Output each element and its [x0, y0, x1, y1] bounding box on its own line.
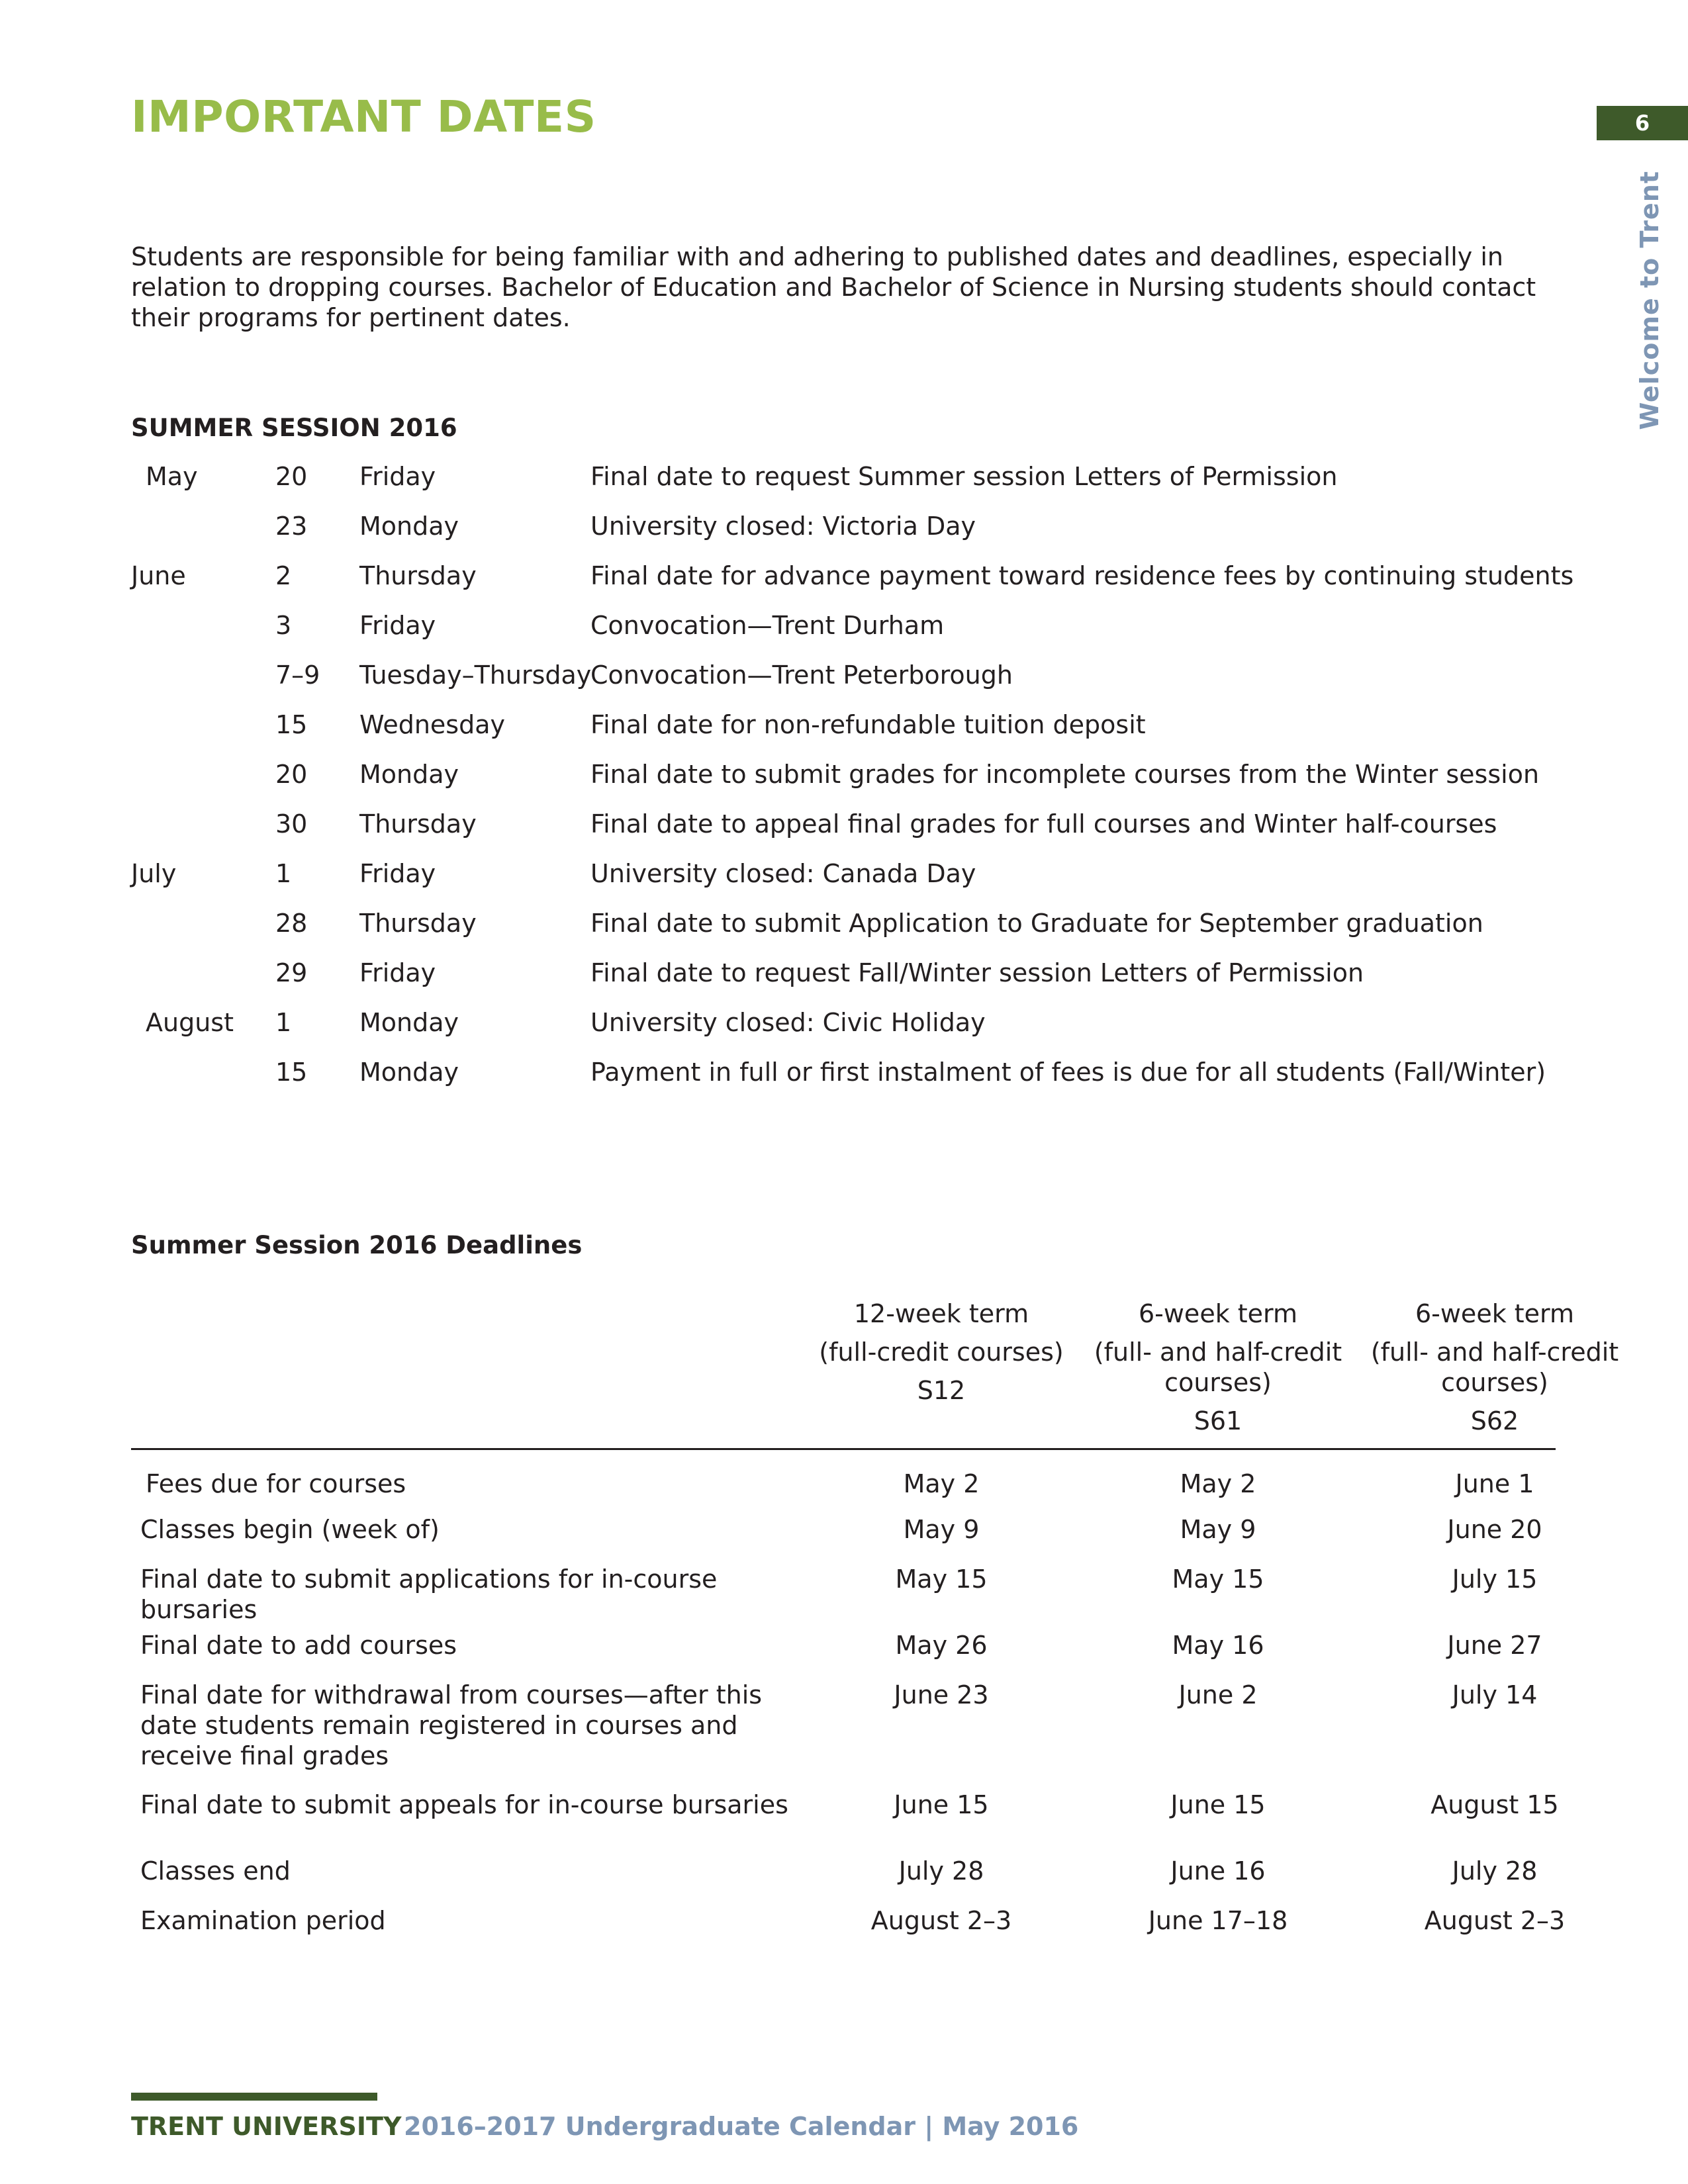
footer-rule [131, 2093, 377, 2101]
column-code: S62 [1470, 1406, 1519, 1435]
row-label: Final date for withdrawal from courses—after this date students remain registered in courses and receive final grades [140, 1680, 763, 1770]
row-value: July 14 [1452, 1680, 1538, 1709]
event-description: Final date to appeal final grades for full courses and Winter half-courses [590, 809, 1497, 839]
row-value: June 2 [1178, 1680, 1258, 1709]
row-label: Final date to submit applications for in-course bursaries [140, 1565, 718, 1624]
row-value: July 28 [1452, 1856, 1538, 1886]
intro-paragraph: Students are responsible for being familiar with and adhering to published dates and deadlines, especially in relation to dropping courses. Bachelor of Education and Bachelor of Science in Nursing students should contact their programs for pertinent dates. [131, 242, 1536, 332]
event-description: Final date for non-refundable tuition deposit [590, 710, 1146, 739]
event-day: 30 [275, 809, 308, 839]
event-row [131, 858, 1561, 907]
event-day: 15 [275, 710, 308, 739]
row-value: May 15 [895, 1565, 988, 1594]
event-row [131, 560, 1574, 610]
event-weekday: Thursday [359, 909, 477, 938]
event-weekday: Monday [359, 760, 459, 789]
row-value: July 28 [898, 1856, 984, 1886]
row-value: June 15 [894, 1790, 989, 1819]
column-subtitle: (full-credit courses) [819, 1338, 1064, 1367]
event-row [131, 957, 1561, 1007]
event-weekday: Wednesday [359, 710, 506, 739]
event-weekday: Thursday [359, 561, 477, 590]
column-header [1356, 1298, 1634, 1436]
event-description: Final date for advance payment toward residence fees by continuing students [590, 561, 1574, 590]
column-code: S61 [1194, 1406, 1243, 1435]
event-day: 15 [275, 1058, 308, 1087]
row-value: May 16 [1172, 1631, 1264, 1660]
event-weekday: Monday [359, 1008, 459, 1037]
row-label: Final date to add courses [140, 1631, 457, 1660]
row-value: June 16 [1170, 1856, 1266, 1886]
event-row [131, 808, 1561, 858]
row-value: May 2 [903, 1469, 980, 1498]
row-value: August 2–3 [870, 1906, 1012, 1935]
row-value: May 26 [895, 1631, 988, 1660]
row-value: June 17–18 [1148, 1906, 1288, 1935]
event-day: 23 [275, 512, 308, 541]
event-month: June [131, 561, 186, 590]
event-description: Final date to request Fall/Winter session Letters of Permission [590, 958, 1364, 987]
row-value: May 2 [1180, 1469, 1256, 1498]
event-day: 20 [275, 760, 308, 789]
event-month: May [146, 462, 198, 491]
event-day: 1 [275, 859, 292, 888]
event-row [131, 461, 1561, 510]
event-weekday: Friday [359, 462, 436, 491]
event-description: Payment in full or first instalment of fees is due for all students (Fall/Winter) [590, 1058, 1546, 1087]
deadlines-table [131, 1298, 1619, 1935]
column-term: 6-week term [1415, 1299, 1575, 1328]
event-description: Final date to submit Application to Graduate for September graduation [590, 909, 1483, 938]
event-description: University closed: Victoria Day [590, 512, 976, 541]
row-label: Examination period [140, 1906, 386, 1935]
event-description: Convocation—Trent Peterborough [590, 660, 1013, 690]
event-row [131, 1056, 1561, 1106]
event-weekday: Monday [359, 512, 459, 541]
row-value: May 15 [1172, 1565, 1264, 1594]
row-value: June 20 [1447, 1515, 1542, 1544]
event-day: 29 [275, 958, 308, 987]
event-row [131, 659, 1561, 709]
row-label: Fees due for courses [146, 1469, 406, 1498]
row-value: May 9 [1180, 1515, 1256, 1544]
event-day: 3 [275, 611, 292, 640]
event-weekday: Friday [359, 611, 436, 640]
event-row [131, 610, 1561, 659]
column-term: 6-week term [1138, 1299, 1298, 1328]
row-value: June 23 [894, 1680, 989, 1709]
summer-session-events [131, 461, 1574, 1106]
event-day: 7–9 [275, 660, 320, 690]
page-title: IMPORTANT DATES [131, 91, 596, 142]
event-day: 2 [275, 561, 292, 590]
row-value: July 15 [1452, 1565, 1538, 1594]
event-month: August [146, 1008, 234, 1037]
event-row [131, 907, 1561, 957]
column-header [802, 1298, 1080, 1406]
section-tab-label: Welcome to Trent [1635, 171, 1664, 430]
deadlines-table-header [131, 1298, 1619, 1450]
event-description: Final date to submit grades for incomplete courses from the Winter session [590, 760, 1540, 789]
row-value: June 27 [1447, 1631, 1542, 1660]
event-row [131, 758, 1561, 808]
row-label: Classes begin (week of) [140, 1515, 440, 1544]
event-description: University closed: Civic Holiday [590, 1008, 986, 1037]
row-value: June 1 [1455, 1469, 1534, 1498]
page-number: 6 [1634, 111, 1650, 136]
column-term: 12-week term [853, 1299, 1029, 1328]
event-day: 1 [275, 1008, 292, 1037]
event-description: Convocation—Trent Durham [590, 611, 945, 640]
column-header [1079, 1298, 1357, 1436]
event-weekday: Tuesday–Thursday [359, 660, 592, 690]
page-number-tab [1597, 106, 1688, 140]
event-month: July [131, 859, 177, 888]
event-row [131, 709, 1561, 758]
event-day: 20 [275, 462, 308, 491]
deadlines-heading: Summer Session 2016 Deadlines [131, 1231, 583, 1259]
event-weekday: Friday [359, 958, 436, 987]
event-description: Final date to request Summer session Letters of Permission [590, 462, 1338, 491]
row-value: June 15 [1170, 1790, 1266, 1819]
column-subtitle: (full- and half-credit courses) [1094, 1338, 1342, 1397]
row-label: Final date to submit appeals for in-course bursaries [140, 1790, 788, 1819]
row-value: August 15 [1430, 1790, 1559, 1819]
event-weekday: Monday [359, 1058, 459, 1087]
summer-session-heading: SUMMER SESSION 2016 [131, 414, 457, 442]
row-value: May 9 [903, 1515, 980, 1544]
event-day: 28 [275, 909, 308, 938]
event-row [131, 510, 1561, 560]
event-row [131, 1007, 1561, 1056]
column-code: S12 [917, 1376, 966, 1405]
row-value: August 2–3 [1424, 1906, 1566, 1935]
row-label: Classes end [140, 1856, 291, 1886]
column-subtitle: (full- and half-credit courses) [1370, 1338, 1619, 1397]
event-weekday: Thursday [359, 809, 477, 839]
event-description: University closed: Canada Day [590, 859, 976, 888]
footer-organization: TRENT UNIVERSITY [131, 2112, 402, 2141]
event-weekday: Friday [359, 859, 436, 888]
footer-publication: 2016–2017 Undergraduate Calendar | May 2016 [404, 2112, 1079, 2141]
